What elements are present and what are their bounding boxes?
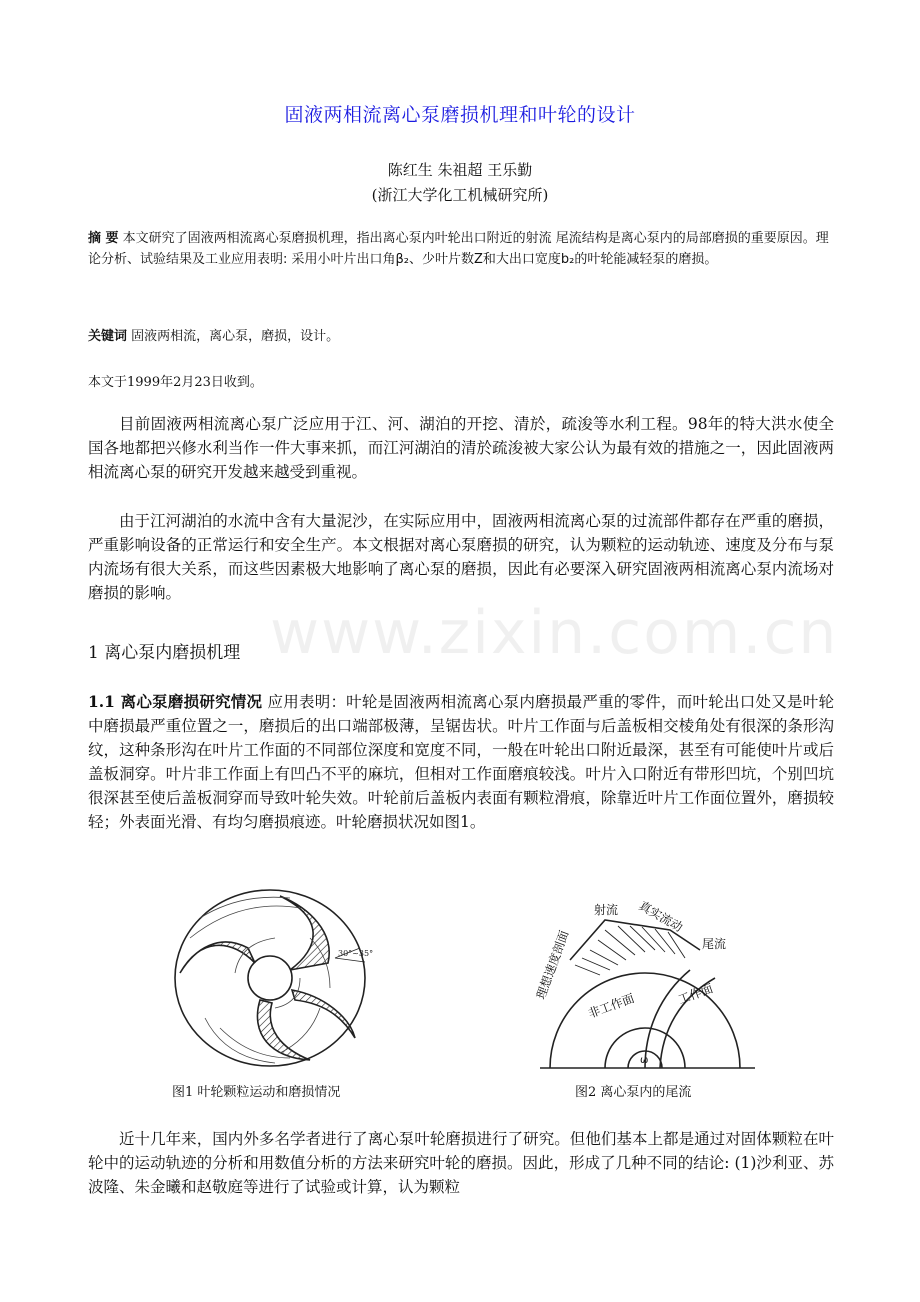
figure-2-label-working-face: 工作面	[676, 981, 715, 1007]
figure-2-label-real-flow: 真实流动	[636, 898, 686, 935]
keywords	[88, 325, 840, 344]
figure-2-caption: 图2 离心泵内的尾流	[575, 1085, 692, 1100]
figure-1-impeller-wear	[160, 878, 405, 1078]
paragraph-intro-1: 目前固液两相流离心泵广泛应用于江、河、湖泊的开挖、清於，疏浚等水利工程。98年的特大洪水使全国各地都把兴修水利当作一件大事来抓，而江河湖泊的清於疏浚被大家公认为最有效的措施之一，因此固液两相流离心泵的研究开发越来越受到重视。	[88, 415, 834, 481]
figure-2-label-wake: 尾流	[702, 937, 727, 951]
paper-authors: 陈红生 朱祖超 王乐勤	[387, 161, 533, 179]
abstract-label: 摘 要	[88, 231, 119, 246]
abstract-text: 本文研究了固液两相流离心泵磨损机理，指出离心泵内叶轮出口附近的射流 尾流结构是离心泵内的局部磨损的重要原因。理论分析、试验结果及工业应用表明: 采用小叶片出口角β₂、少叶片数Z和大出口宽度b₂的叶轮能减轻泵的磨损。	[88, 231, 829, 267]
paragraph-1-1-cont: 近十几年来，国内外多名学者进行了离心泵叶轮磨损进行了研究。但他们基本上都是通过对固体颗粒在叶轮中的运动轨迹的分析和用数值分析的方法来研究叶轮的磨损。因此，形成了几种不同的结论: (1)沙利亚、苏波隆、朱金曦和赵敬庭等进行了试验或计算，认为颗粒	[88, 1130, 834, 1196]
figure-2-label-nonworking-face: 非工作面	[586, 991, 637, 1021]
paragraph-intro-2: 由于江河湖泊的水流中含有大量泥沙，在实际应用中，固液两相流离心泵的过流部件都存在严重的磨损，严重影响设备的正常运行和安全生产。本文根据对离心泵磨损的研究，认为颗粒的运动轨迹、速度及分布与泵内流场有很大关系，而这些因素极大地影响了离心泵的磨损，因此有必要深入研究固液两相流离心泵内流场对磨损的影响。	[88, 512, 834, 602]
paper-affiliation: (浙江大学化工机械研究所)	[371, 186, 549, 204]
section-heading: 1 离心泵内磨损机理	[88, 643, 241, 663]
figure-1-caption: 图1 叶轮颗粒运动和磨损情况	[172, 1085, 341, 1100]
figure-2-label-ideal-profile: 理想速度剖面	[533, 928, 572, 1002]
paper-title: 固液两相流离心泵磨损机理和叶轮的设计	[284, 104, 636, 126]
paragraph-1-1-text: 应用表明：叶轮是固液两相流离心泵内磨损最严重的零件，而叶轮出口处又是叶轮中磨损最严重位置之一，磨损后的出口端部极薄，呈锯齿状。叶片工作面与后盖板相交棱角处有很深的条形沟纹，这种条形沟在叶片工作面的不同部位深度和宽度不同，一般在叶轮出口附近最深，甚至有可能使叶片或后盖板洞穿。叶片非工作面上有凹凸不平的麻坑，但相对工作面磨痕较浅。叶片入口附近有带形凹坑，个别凹坑很深甚至使后盖板洞穿而导致叶轮失效。叶轮前后盖板内表面有颗粒滑痕，除靠近叶片工作面位置外，磨损较轻；外表面光滑、有均匀磨损痕迹。叶轮磨损状况如图1。	[88, 693, 834, 831]
figure-2-wake-flow	[530, 880, 760, 1076]
received-date: 本文于1999年2月23日收到。	[88, 375, 263, 390]
abstract	[88, 228, 840, 270]
watermark: www.zixin.com.cn	[270, 598, 839, 668]
keywords-text: 固液两相流，离心泵，磨损，设计。	[131, 329, 340, 344]
figure-1-angle-label: 30°~35°	[338, 949, 374, 958]
subsection-heading: 1.1 离心泵磨损研究情况	[88, 692, 263, 711]
figure-2-label-omega: ω	[640, 1055, 649, 1066]
keywords-label: 关键词	[88, 329, 128, 344]
figure-2-label-jet: 射流	[594, 903, 619, 917]
paragraph-1-1	[88, 690, 834, 834]
